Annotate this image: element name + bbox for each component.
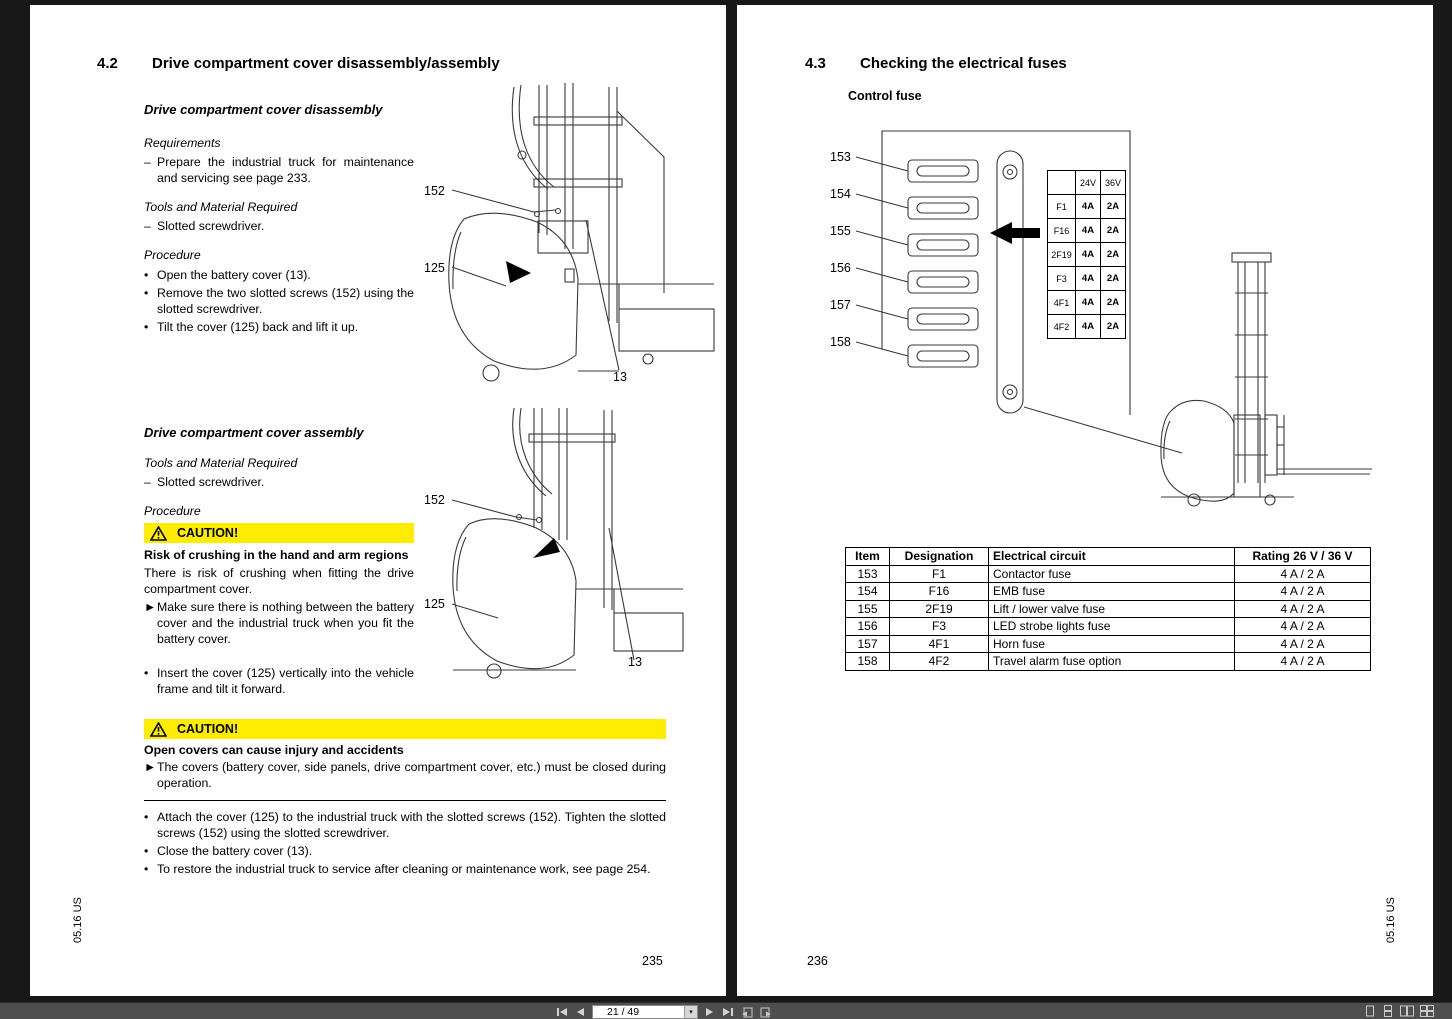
cell-rating: 4 A / 2 A: [1235, 583, 1371, 601]
continuous-view-button[interactable]: [1382, 1005, 1394, 1017]
caution-title: Open covers can cause injury and accidents: [144, 743, 404, 757]
cell-circuit: LED strobe lights fuse: [989, 618, 1235, 636]
two-page-continuous-view-icon: [1420, 1005, 1434, 1017]
cell-rating: 4 A / 2 A: [1235, 600, 1371, 618]
mini-cell: 2A: [1101, 195, 1126, 219]
cell-circuit: Travel alarm fuse option: [989, 653, 1235, 671]
page-number-combobox[interactable]: [592, 1005, 698, 1019]
mini-cell: 4A: [1076, 267, 1101, 291]
tools-label: Tools and Material Required: [144, 456, 298, 470]
fuse-label-158: 158: [830, 335, 851, 349]
bullet-marker: •: [144, 666, 149, 680]
forklift-drawing: [1161, 253, 1372, 506]
figure1-label-125: 125: [424, 261, 445, 275]
two-page-view-button[interactable]: [1400, 1005, 1414, 1017]
bullet-marker: •: [144, 844, 149, 858]
mini-cell: 2A: [1101, 243, 1126, 267]
mini-cell: F1: [1048, 195, 1076, 219]
cell-rating: 4 A / 2 A: [1235, 653, 1371, 671]
step-item: [144, 665, 414, 697]
two-page-continuous-view-button[interactable]: [1420, 1005, 1434, 1017]
table-row: [846, 653, 1371, 671]
step-text: Insert the cover (125) vertically into the vehicle frame and tilt it forward.: [157, 666, 414, 696]
section-heading: [805, 55, 1067, 72]
cell-rating: 4 A / 2 A: [1235, 565, 1371, 583]
step-item: [144, 809, 666, 841]
step-text: Tilt the cover (125) back and lift it up.: [157, 320, 359, 334]
fuse-label-156: 156: [830, 261, 851, 275]
step-item: [144, 319, 414, 335]
fuse-label-155: 155: [830, 224, 851, 238]
bullet-marker: •: [144, 268, 149, 282]
assembly-column: [144, 425, 414, 697]
mini-cell: 4A: [1076, 315, 1101, 339]
mini-cell: 24V: [1076, 171, 1101, 195]
cell-designation: 4F1: [890, 635, 989, 653]
mini-cell: 2A: [1101, 219, 1126, 243]
dash-item: [144, 218, 414, 234]
cell-circuit: Lift / lower valve fuse: [989, 600, 1235, 618]
prev-page-button[interactable]: [575, 1007, 585, 1017]
first-page-button[interactable]: [556, 1007, 568, 1017]
figure2-label-152: 152: [424, 493, 445, 507]
bullet-marker: •: [144, 810, 149, 824]
cell-rating: 4 A / 2 A: [1235, 635, 1371, 653]
col-header-circuit: Electrical circuit: [989, 548, 1235, 566]
assembly-heading: Drive compartment cover assembly: [144, 425, 364, 440]
previous-view-button[interactable]: [741, 1007, 753, 1018]
bullet-marker: •: [144, 286, 149, 300]
page-number: 235: [642, 954, 663, 968]
cell-circuit: Horn fuse: [989, 635, 1235, 653]
section-number: 4.3: [805, 55, 826, 72]
step-item: [144, 285, 414, 317]
caution-banner: [144, 719, 666, 739]
warning-triangle-icon: [150, 722, 167, 737]
mini-cell: 4A: [1076, 291, 1101, 315]
caution-label: CAUTION!: [177, 722, 239, 736]
table-header-row: [846, 548, 1371, 566]
cell-designation: 2F19: [890, 600, 989, 618]
tools-item: Slotted screwdriver.: [157, 219, 265, 233]
cell-designation: F1: [890, 565, 989, 583]
previous-view-icon: [741, 1007, 753, 1018]
step-text: Attach the cover (125) to the industrial truck with the slotted screws (152). Tighten the slotted screws (152) using the slotted screwdriver.: [157, 810, 666, 840]
fuse-table: [845, 547, 1371, 671]
cover-direction-arrow: [506, 261, 531, 283]
section-title: Drive compartment cover disassembly/assembly: [152, 55, 500, 72]
tools-label: Tools and Material Required: [144, 200, 298, 214]
instruction-item: [144, 759, 666, 791]
fuse-label-154: 154: [830, 187, 851, 201]
mini-cell: 4A: [1076, 219, 1101, 243]
last-page-icon: [722, 1007, 734, 1017]
step-item: [144, 861, 666, 877]
mini-cell: F16: [1048, 219, 1076, 243]
instruction-item: [144, 599, 414, 647]
dash-marker: –: [144, 219, 151, 233]
figure-disassembly: [418, 83, 723, 395]
section-divider: [144, 800, 666, 801]
step-text: To restore the industrial truck to service after cleaning or maintenance work, see page 254.: [157, 862, 651, 876]
bullet-marker: •: [144, 862, 149, 876]
col-header-item: Item: [846, 548, 890, 566]
control-fuse-heading: Control fuse: [848, 89, 922, 103]
cell-item: 155: [846, 600, 890, 618]
step-item: [144, 267, 414, 283]
step-text: Open the battery cover (13).: [157, 268, 311, 282]
cell-designation: F16: [890, 583, 989, 601]
mini-cell: 4A: [1076, 195, 1101, 219]
dash-item: [144, 154, 414, 186]
continuous-view-icon: [1382, 1005, 1394, 1017]
bottom-section: [144, 719, 666, 877]
table-row: [846, 635, 1371, 653]
bullet-marker: •: [144, 320, 149, 334]
section-title: Checking the electrical fuses: [860, 55, 1067, 72]
instruction-arrow-icon: ►: [144, 600, 157, 614]
procedure-label: Procedure: [144, 504, 201, 518]
figure2-label-125: 125: [424, 597, 445, 611]
instruction-arrow-icon: ►: [144, 760, 157, 774]
caution-title: Risk of crushing in the hand and arm regions: [144, 548, 409, 562]
cell-rating: 4 A / 2 A: [1235, 618, 1371, 636]
cell-item: 157: [846, 635, 890, 653]
next-page-button[interactable]: [705, 1007, 715, 1017]
page-indicator: 21 / 49: [607, 1006, 640, 1018]
fuse-slots: [908, 160, 978, 367]
table-row: [846, 600, 1371, 618]
step-text: Close the battery cover (13).: [157, 844, 313, 858]
mini-cell: 2A: [1101, 291, 1126, 315]
caution-banner: [144, 523, 414, 543]
prev-page-icon: [575, 1007, 585, 1017]
disassembly-heading: Drive compartment cover disassembly: [144, 102, 383, 117]
page-236: [737, 5, 1433, 996]
caution-label: CAUTION!: [177, 526, 239, 540]
single-page-view-button[interactable]: [1364, 1005, 1376, 1017]
instruction-text: Make sure there is nothing between the battery cover and the industrial truck when you fit the battery cover.: [157, 600, 414, 646]
figure2-label-13: 13: [628, 655, 642, 669]
mini-cell: 4A: [1076, 243, 1101, 267]
fuse-rating-mini-table: [1047, 170, 1126, 339]
caution-text: There is risk of crushing when fitting the drive compartment cover.: [144, 566, 414, 596]
cell-circuit: Contactor fuse: [989, 565, 1235, 583]
next-view-button[interactable]: [760, 1007, 772, 1018]
figure-assembly: [418, 408, 690, 680]
figure1-label-152: 152: [424, 184, 445, 198]
requirements-label: Requirements: [144, 136, 221, 150]
next-view-icon: [760, 1007, 772, 1018]
first-page-icon: [556, 1007, 568, 1017]
table-row: [846, 565, 1371, 583]
mini-cell: 2A: [1101, 315, 1126, 339]
cell-circuit: EMB fuse: [989, 583, 1235, 601]
dash-marker: –: [144, 475, 151, 489]
cell-designation: 4F2: [890, 653, 989, 671]
single-page-view-icon: [1364, 1005, 1376, 1017]
table-row: [846, 583, 1371, 601]
fuse-label-153: 153: [830, 150, 851, 164]
dash-item: [144, 474, 414, 490]
cell-item: 153: [846, 565, 890, 583]
procedure-label: Procedure: [144, 248, 201, 262]
page-number: 236: [807, 954, 828, 968]
next-page-icon: [705, 1007, 715, 1017]
page-235: [30, 5, 726, 996]
revision-code: 05.16 US: [1385, 897, 1397, 943]
mini-cell: 2F19: [1048, 243, 1076, 267]
section-heading: [97, 55, 500, 72]
figure1-label-13: 13: [613, 370, 627, 384]
cell-item: 158: [846, 653, 890, 671]
last-page-button[interactable]: [722, 1007, 734, 1017]
dash-marker: –: [144, 155, 151, 169]
col-header-designation: Designation: [890, 548, 989, 566]
mini-cell: 4F2: [1048, 315, 1076, 339]
step-item: [144, 843, 666, 859]
viewer-toolbar: [0, 1002, 1452, 1019]
disassembly-column: [144, 102, 414, 335]
mini-cell: 4F1: [1048, 291, 1076, 315]
mounting-plate: [997, 151, 1023, 413]
table-row: [846, 618, 1371, 636]
mini-cell: F3: [1048, 267, 1076, 291]
cell-item: 156: [846, 618, 890, 636]
combobox-dropdown-icon[interactable]: ▾: [684, 1006, 697, 1018]
mini-cell: 36V: [1101, 171, 1126, 195]
cell-designation: F3: [890, 618, 989, 636]
col-header-rating: Rating 26 V / 36 V: [1235, 548, 1371, 566]
tools-item: Slotted screwdriver.: [157, 475, 265, 489]
instruction-text: The covers (battery cover, side panels, drive compartment cover, etc.) must be closed during operation.: [157, 760, 666, 790]
fuse-label-157: 157: [830, 298, 851, 312]
mini-cell: [1048, 171, 1076, 195]
cell-item: 154: [846, 583, 890, 601]
two-page-view-icon: [1400, 1005, 1414, 1017]
mini-cell: 2A: [1101, 267, 1126, 291]
warning-triangle-icon: [150, 526, 167, 541]
requirements-item: Prepare the industrial truck for maintenance and servicing see page 233.: [157, 155, 414, 185]
revision-code: 05.16 US: [72, 897, 84, 943]
step-text: Remove the two slotted screws (152) using the slotted screwdriver.: [157, 286, 414, 316]
section-number: 4.2: [97, 55, 118, 72]
